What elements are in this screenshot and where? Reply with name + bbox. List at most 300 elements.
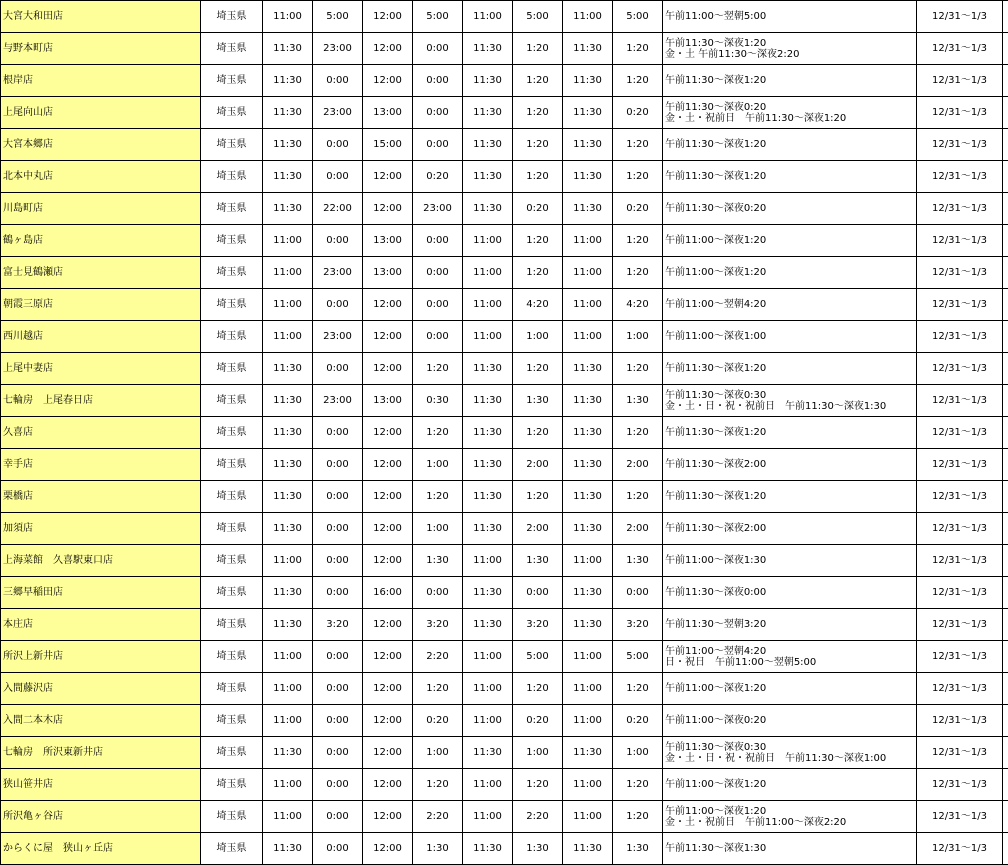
time-cell: 11:30 <box>263 737 313 769</box>
store-name-cell: 上海菜館 久喜駅東口店 <box>1 545 201 577</box>
time-cell: 5:00 <box>613 641 663 673</box>
time-cell: 12:00 <box>363 417 413 449</box>
time-cell: 11:00 <box>463 705 513 737</box>
time-cell: 13:00 <box>363 257 413 289</box>
time-cell: 0:00 <box>313 705 363 737</box>
time-cell: 12:00 <box>363 705 413 737</box>
hours-note-line: 金・土・日・祝・祝前日 午前11:30～深夜1:00 <box>665 753 914 764</box>
time-cell: 11:00 <box>563 641 613 673</box>
time-cell: 0:00 <box>613 577 663 609</box>
time-cell: 1:00 <box>513 737 563 769</box>
table-row <box>1 385 1008 417</box>
prefecture-cell: 埼玉県 <box>201 513 263 545</box>
prefecture-cell: 埼玉県 <box>201 769 263 801</box>
holiday-cell: 12/31～1/3 <box>917 321 1003 353</box>
hours-note-cell <box>663 577 917 609</box>
time-cell: 11:30 <box>563 737 613 769</box>
holiday-cell: 12/31～1/3 <box>917 97 1003 129</box>
time-cell: 0:00 <box>313 481 363 513</box>
edge-cell <box>1003 737 1008 769</box>
prefecture-cell: 埼玉県 <box>201 481 263 513</box>
holiday-cell: 12/31～1/3 <box>917 641 1003 673</box>
prefecture-cell: 埼玉県 <box>201 225 263 257</box>
time-cell: 2:20 <box>513 801 563 833</box>
holiday-cell: 12/31～1/3 <box>917 705 1003 737</box>
table-body <box>1 1 1008 865</box>
prefecture-cell: 埼玉県 <box>201 417 263 449</box>
hours-note-line: 午前11:00～深夜0:20 <box>665 715 914 726</box>
table-row <box>1 353 1008 385</box>
prefecture-cell: 埼玉県 <box>201 129 263 161</box>
hours-note-cell <box>663 257 917 289</box>
store-name-cell: 根岸店 <box>1 65 201 97</box>
holiday-cell: 12/31～1/3 <box>917 737 1003 769</box>
time-cell: 11:00 <box>263 705 313 737</box>
store-name-cell: 上尾中妻店 <box>1 353 201 385</box>
holiday-cell: 12/31～1/3 <box>917 577 1003 609</box>
time-cell: 11:30 <box>563 65 613 97</box>
time-cell: 1:20 <box>413 673 463 705</box>
time-cell: 1:30 <box>513 545 563 577</box>
hours-note-cell <box>663 673 917 705</box>
holiday-cell: 12/31～1/3 <box>917 385 1003 417</box>
time-cell: 11:30 <box>563 513 613 545</box>
time-cell: 11:30 <box>563 833 613 865</box>
hours-note-line: 午前11:00～翌朝4:20 <box>665 299 914 310</box>
time-cell: 0:30 <box>413 385 463 417</box>
table-row <box>1 673 1008 705</box>
hours-note-line: 午前11:30～深夜1:20 <box>665 491 914 502</box>
edge-cell <box>1003 481 1008 513</box>
time-cell: 1:20 <box>413 769 463 801</box>
time-cell: 1:20 <box>513 257 563 289</box>
store-name-cell: 狭山笹井店 <box>1 769 201 801</box>
time-cell: 1:20 <box>613 129 663 161</box>
holiday-cell: 12/31～1/3 <box>917 513 1003 545</box>
time-cell: 0:00 <box>413 225 463 257</box>
prefecture-cell: 埼玉県 <box>201 33 263 65</box>
time-cell: 11:00 <box>263 641 313 673</box>
hours-note-line: 午前11:30～翌朝3:20 <box>665 619 914 630</box>
time-cell: 12:00 <box>363 641 413 673</box>
hours-note-line: 午前11:30～深夜2:00 <box>665 459 914 470</box>
prefecture-cell: 埼玉県 <box>201 801 263 833</box>
time-cell: 0:00 <box>413 289 463 321</box>
time-cell: 11:30 <box>463 449 513 481</box>
table-row <box>1 609 1008 641</box>
time-cell: 1:20 <box>613 769 663 801</box>
hours-note-cell <box>663 129 917 161</box>
time-cell: 12:00 <box>363 481 413 513</box>
time-cell: 1:00 <box>613 737 663 769</box>
time-cell: 11:00 <box>563 801 613 833</box>
time-cell: 1:20 <box>513 353 563 385</box>
hours-note-cell <box>663 705 917 737</box>
time-cell: 1:30 <box>613 545 663 577</box>
time-cell: 11:30 <box>463 737 513 769</box>
time-cell: 11:30 <box>463 833 513 865</box>
holiday-cell: 12/31～1/3 <box>917 257 1003 289</box>
edge-cell <box>1003 833 1008 865</box>
time-cell: 3:20 <box>513 609 563 641</box>
store-name-cell: 朝霞三原店 <box>1 289 201 321</box>
time-cell: 11:30 <box>463 481 513 513</box>
time-cell: 11:00 <box>263 673 313 705</box>
time-cell: 11:30 <box>263 449 313 481</box>
store-name-cell: 所沢上新井店 <box>1 641 201 673</box>
time-cell: 0:00 <box>313 545 363 577</box>
time-cell: 0:00 <box>413 577 463 609</box>
store-name-cell: 三郷早稲田店 <box>1 577 201 609</box>
table-row <box>1 161 1008 193</box>
time-cell: 11:00 <box>463 801 513 833</box>
time-cell: 12:00 <box>363 833 413 865</box>
store-name-cell: 入間二本木店 <box>1 705 201 737</box>
holiday-cell: 12/31～1/3 <box>917 833 1003 865</box>
hours-note-line: 午前11:30～深夜1:20 <box>665 75 914 86</box>
hours-note-line: 午前11:00～深夜1:20 <box>665 779 914 790</box>
time-cell: 1:20 <box>513 769 563 801</box>
store-name-cell: 七輪房 所沢東新井店 <box>1 737 201 769</box>
time-cell: 0:00 <box>313 801 363 833</box>
hours-note-line: 午前11:30～深夜0:00 <box>665 587 914 598</box>
time-cell: 0:00 <box>413 257 463 289</box>
store-name-cell: 川島町店 <box>1 193 201 225</box>
hours-note-line: 日・祝日 午前11:00～翌朝5:00 <box>665 657 914 668</box>
hours-note-line: 午前11:00～翌朝4:20 <box>665 646 914 657</box>
hours-note-cell <box>663 449 917 481</box>
table-row <box>1 257 1008 289</box>
time-cell: 11:00 <box>563 1 613 33</box>
time-cell: 2:00 <box>613 449 663 481</box>
table-row <box>1 449 1008 481</box>
time-cell: 2:20 <box>413 801 463 833</box>
time-cell: 11:30 <box>263 609 313 641</box>
time-cell: 0:00 <box>413 321 463 353</box>
hours-note-line: 午前11:30～深夜0:20 <box>665 203 914 214</box>
holiday-cell: 12/31～1/3 <box>917 225 1003 257</box>
time-cell: 11:00 <box>563 545 613 577</box>
time-cell: 11:30 <box>463 129 513 161</box>
holiday-cell: 12/31～1/3 <box>917 193 1003 225</box>
time-cell: 11:30 <box>463 193 513 225</box>
store-name-cell: 上尾向山店 <box>1 97 201 129</box>
hours-note-cell <box>663 609 917 641</box>
time-cell: 2:00 <box>613 513 663 545</box>
edge-cell <box>1003 97 1008 129</box>
table-row <box>1 65 1008 97</box>
store-name-cell: 富士見鶴瀬店 <box>1 257 201 289</box>
prefecture-cell: 埼玉県 <box>201 353 263 385</box>
hours-note-cell <box>663 641 917 673</box>
prefecture-cell: 埼玉県 <box>201 641 263 673</box>
time-cell: 11:00 <box>563 257 613 289</box>
time-cell: 11:30 <box>563 385 613 417</box>
time-cell: 1:00 <box>413 737 463 769</box>
table-row <box>1 833 1008 865</box>
time-cell: 0:00 <box>413 33 463 65</box>
time-cell: 23:00 <box>313 33 363 65</box>
time-cell: 13:00 <box>363 225 413 257</box>
store-name-cell: 大宮本郷店 <box>1 129 201 161</box>
time-cell: 1:20 <box>413 417 463 449</box>
time-cell: 1:20 <box>613 257 663 289</box>
time-cell: 1:30 <box>413 833 463 865</box>
time-cell: 0:00 <box>313 769 363 801</box>
table-row <box>1 289 1008 321</box>
time-cell: 0:00 <box>313 129 363 161</box>
time-cell: 12:00 <box>363 33 413 65</box>
time-cell: 11:00 <box>263 769 313 801</box>
time-cell: 23:00 <box>313 321 363 353</box>
edge-cell <box>1003 289 1008 321</box>
time-cell: 11:00 <box>263 225 313 257</box>
time-cell: 11:30 <box>563 33 613 65</box>
table-row <box>1 545 1008 577</box>
hours-note-cell <box>663 1 917 33</box>
time-cell: 11:30 <box>263 513 313 545</box>
time-cell: 5:00 <box>313 1 363 33</box>
time-cell: 11:30 <box>563 449 613 481</box>
hours-note-cell <box>663 321 917 353</box>
prefecture-cell: 埼玉県 <box>201 545 263 577</box>
time-cell: 11:30 <box>263 65 313 97</box>
time-cell: 11:30 <box>463 609 513 641</box>
time-cell: 11:30 <box>463 97 513 129</box>
time-cell: 0:20 <box>513 705 563 737</box>
time-cell: 11:30 <box>263 129 313 161</box>
time-cell: 2:00 <box>513 513 563 545</box>
time-cell: 1:20 <box>513 161 563 193</box>
time-cell: 0:00 <box>313 833 363 865</box>
hours-note-line: 金・土 午前11:30～深夜2:20 <box>665 49 914 60</box>
prefecture-cell: 埼玉県 <box>201 577 263 609</box>
table-row <box>1 97 1008 129</box>
time-cell: 15:00 <box>363 129 413 161</box>
time-cell: 11:30 <box>463 161 513 193</box>
time-cell: 11:00 <box>463 769 513 801</box>
prefecture-cell: 埼玉県 <box>201 97 263 129</box>
hours-note-line: 午前11:30～深夜0:30 <box>665 742 914 753</box>
hours-note-line: 午前11:30～深夜1:30 <box>665 843 914 854</box>
prefecture-cell: 埼玉県 <box>201 257 263 289</box>
time-cell: 11:00 <box>263 257 313 289</box>
table-row <box>1 577 1008 609</box>
edge-cell <box>1003 449 1008 481</box>
time-cell: 11:30 <box>263 193 313 225</box>
hours-note-line: 午前11:00～深夜1:00 <box>665 331 914 342</box>
table-row <box>1 321 1008 353</box>
time-cell: 1:20 <box>513 33 563 65</box>
hours-note-cell <box>663 737 917 769</box>
time-cell: 1:00 <box>413 449 463 481</box>
time-cell: 0:00 <box>313 449 363 481</box>
time-cell: 12:00 <box>363 737 413 769</box>
time-cell: 1:20 <box>513 97 563 129</box>
prefecture-cell: 埼玉県 <box>201 673 263 705</box>
table-row <box>1 801 1008 833</box>
time-cell: 1:00 <box>513 321 563 353</box>
hours-note-cell <box>663 33 917 65</box>
time-cell: 11:30 <box>463 65 513 97</box>
time-cell: 11:00 <box>463 545 513 577</box>
hours-note-line: 午前11:00～深夜1:20 <box>665 267 914 278</box>
time-cell: 11:30 <box>563 161 613 193</box>
edge-cell <box>1003 129 1008 161</box>
time-cell: 11:30 <box>263 161 313 193</box>
time-cell: 11:00 <box>563 673 613 705</box>
hours-note-line: 午前11:30～深夜2:00 <box>665 523 914 534</box>
time-cell: 12:00 <box>363 1 413 33</box>
hours-note-cell <box>663 545 917 577</box>
time-cell: 11:30 <box>563 609 613 641</box>
time-cell: 5:00 <box>513 1 563 33</box>
time-cell: 23:00 <box>313 257 363 289</box>
time-cell: 12:00 <box>363 449 413 481</box>
holiday-cell: 12/31～1/3 <box>917 33 1003 65</box>
table-row <box>1 225 1008 257</box>
edge-cell <box>1003 161 1008 193</box>
time-cell: 11:30 <box>463 353 513 385</box>
store-name-cell: からくに屋 狭山ヶ丘店 <box>1 833 201 865</box>
edge-cell <box>1003 353 1008 385</box>
time-cell: 11:30 <box>563 193 613 225</box>
prefecture-cell: 埼玉県 <box>201 385 263 417</box>
time-cell: 1:20 <box>513 65 563 97</box>
holiday-cell: 12/31～1/3 <box>917 161 1003 193</box>
time-cell: 1:20 <box>513 225 563 257</box>
edge-cell <box>1003 705 1008 737</box>
time-cell: 13:00 <box>363 97 413 129</box>
hours-note-line: 午前11:30～深夜0:30 <box>665 390 914 401</box>
hours-note-cell <box>663 481 917 513</box>
time-cell: 0:00 <box>313 353 363 385</box>
hours-note-cell <box>663 193 917 225</box>
prefecture-cell: 埼玉県 <box>201 449 263 481</box>
time-cell: 0:00 <box>313 737 363 769</box>
time-cell: 1:20 <box>613 481 663 513</box>
time-cell: 2:20 <box>413 641 463 673</box>
time-cell: 11:00 <box>563 289 613 321</box>
time-cell: 22:00 <box>313 193 363 225</box>
time-cell: 11:30 <box>463 577 513 609</box>
time-cell: 11:30 <box>463 417 513 449</box>
time-cell: 3:20 <box>413 609 463 641</box>
table-row <box>1 769 1008 801</box>
time-cell: 12:00 <box>363 545 413 577</box>
time-cell: 11:30 <box>263 833 313 865</box>
table-row <box>1 481 1008 513</box>
time-cell: 3:20 <box>613 609 663 641</box>
hours-note-cell <box>663 417 917 449</box>
time-cell: 3:20 <box>313 609 363 641</box>
time-cell: 0:00 <box>313 289 363 321</box>
store-name-cell: 大宮大和田店 <box>1 1 201 33</box>
hours-note-cell <box>663 801 917 833</box>
hours-note-cell <box>663 225 917 257</box>
time-cell: 5:00 <box>513 641 563 673</box>
edge-cell <box>1003 193 1008 225</box>
time-cell: 4:20 <box>513 289 563 321</box>
time-cell: 1:30 <box>413 545 463 577</box>
time-cell: 1:20 <box>513 481 563 513</box>
edge-cell <box>1003 385 1008 417</box>
hours-note-line: 金・土・祝前日 午前11:00～深夜2:20 <box>665 817 914 828</box>
time-cell: 11:00 <box>563 705 613 737</box>
time-cell: 12:00 <box>363 161 413 193</box>
hours-note-cell <box>663 353 917 385</box>
table-row <box>1 417 1008 449</box>
time-cell: 1:20 <box>613 353 663 385</box>
time-cell: 12:00 <box>363 609 413 641</box>
time-cell: 0:20 <box>613 97 663 129</box>
edge-cell <box>1003 321 1008 353</box>
time-cell: 11:00 <box>463 321 513 353</box>
edge-cell <box>1003 1 1008 33</box>
time-cell: 12:00 <box>363 769 413 801</box>
holiday-cell: 12/31～1/3 <box>917 481 1003 513</box>
hours-note-cell <box>663 385 917 417</box>
hours-note-cell <box>663 769 917 801</box>
holiday-cell: 12/31～1/3 <box>917 1 1003 33</box>
time-cell: 1:20 <box>513 673 563 705</box>
time-cell: 11:00 <box>263 289 313 321</box>
time-cell: 0:00 <box>413 65 463 97</box>
store-name-cell: 西川越店 <box>1 321 201 353</box>
prefecture-cell: 埼玉県 <box>201 609 263 641</box>
time-cell: 11:30 <box>263 97 313 129</box>
prefecture-cell: 埼玉県 <box>201 321 263 353</box>
prefecture-cell: 埼玉県 <box>201 705 263 737</box>
edge-cell <box>1003 577 1008 609</box>
prefecture-cell: 埼玉県 <box>201 737 263 769</box>
time-cell: 1:20 <box>613 161 663 193</box>
holiday-cell: 12/31～1/3 <box>917 129 1003 161</box>
time-cell: 12:00 <box>363 353 413 385</box>
time-cell: 1:30 <box>613 385 663 417</box>
store-name-cell: 幸手店 <box>1 449 201 481</box>
table-row <box>1 1 1008 33</box>
time-cell: 11:00 <box>463 641 513 673</box>
hours-note-line: 午前11:30～深夜0:20 <box>665 102 914 113</box>
time-cell: 12:00 <box>363 513 413 545</box>
time-cell: 1:20 <box>413 481 463 513</box>
edge-cell <box>1003 65 1008 97</box>
time-cell: 11:00 <box>263 545 313 577</box>
time-cell: 11:30 <box>263 385 313 417</box>
store-name-cell: 本庄店 <box>1 609 201 641</box>
time-cell: 11:00 <box>463 1 513 33</box>
time-cell: 0:00 <box>413 97 463 129</box>
store-name-cell: 所沢亀ヶ谷店 <box>1 801 201 833</box>
hours-note-line: 午前11:30～深夜1:20 <box>665 139 914 150</box>
time-cell: 11:00 <box>563 321 613 353</box>
hours-note-line: 午前11:00～深夜1:30 <box>665 555 914 566</box>
hours-note-line: 午前11:00～深夜1:20 <box>665 806 914 817</box>
holiday-cell: 12/31～1/3 <box>917 417 1003 449</box>
hours-note-line: 金・土・日・祝・祝前日 午前11:30～深夜1:30 <box>665 401 914 412</box>
time-cell: 1:30 <box>613 833 663 865</box>
time-cell: 11:30 <box>463 385 513 417</box>
hours-note-line: 午前11:00～翌朝5:00 <box>665 11 914 22</box>
prefecture-cell: 埼玉県 <box>201 1 263 33</box>
table-row <box>1 737 1008 769</box>
edge-cell <box>1003 801 1008 833</box>
edge-cell <box>1003 225 1008 257</box>
hours-note-line: 午前11:00～深夜1:20 <box>665 235 914 246</box>
time-cell: 23:00 <box>313 97 363 129</box>
time-cell: 11:30 <box>263 33 313 65</box>
